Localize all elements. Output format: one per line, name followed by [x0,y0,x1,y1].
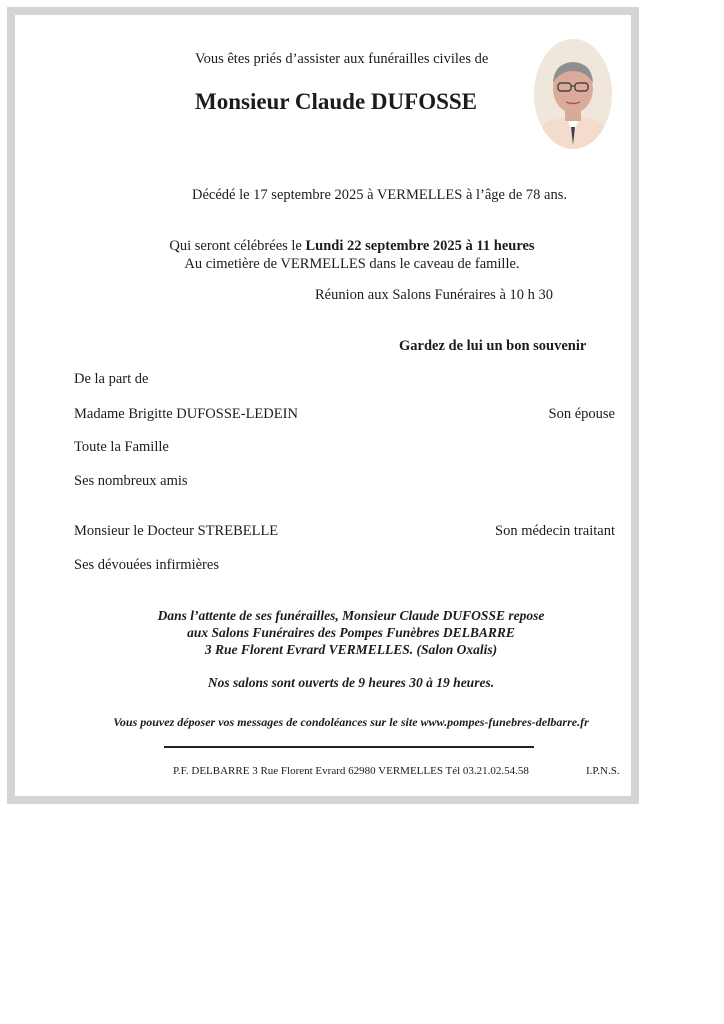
souvenir-text: Gardez de lui un bon souvenir [399,338,587,354]
reunion-time: Réunion aux Salons Funéraires à 10 h 30 [315,287,554,303]
opening-hours: Nos salons sont ouverts de 9 heures 30 à 19 heures. [207,675,495,690]
family-member-name: Toute la Famille [74,439,169,455]
family-member-relation: Son médecin traitant [495,523,615,539]
family-member-name: Ses dévouées infirmières [74,557,219,573]
ceremony-details [149,237,555,273]
footer-divider [164,746,534,748]
ceremony-place: Au cimetière de VERMELLES dans le caveau de famille. [184,256,520,272]
family-member-relation: Son épouse [548,406,615,422]
funeral-notice-card [7,7,639,804]
condolences-text: Vous pouvez déposer vos messages de condoléances sur le site www.pompes-funebres-delbarre.fr [113,715,589,729]
repose-line: 3 Rue Florent Evrard VERMELLES. (Salon Oxalis) [204,642,498,657]
ceremony-date-line [149,237,555,255]
intro-text: Vous êtes priés d’assister aux funérailles civiles de [195,51,489,67]
family-header: De la part de [74,371,149,387]
ipns-mark: I.P.N.S. [586,765,620,777]
portrait-icon [534,39,612,149]
footer-address: P.F. DELBARRE 3 Rue Florent Evrard 62980 VERMELLES Tél 03.21.02.54.58 [173,765,529,777]
ceremony-date: Lundi 22 septembre 2025 à 11 heures [305,238,535,254]
portrait-photo [534,39,612,149]
family-member-name: Monsieur le Docteur STREBELLE [74,523,279,539]
death-details: Décédé le 17 septembre 2025 à VERMELLES à l’âge de 78 ans. [192,187,568,203]
repose-line: Dans l’attente de ses funérailles, Monsieur Claude DUFOSSE repose [157,608,545,623]
family-member-name: Madame Brigitte DUFOSSE-LEDEIN [74,406,298,422]
repose-info [75,607,627,658]
deceased-name: Monsieur Claude DUFOSSE [195,89,478,114]
ceremony-prefix: Qui seront célébrées le [169,238,306,254]
family-member-name: Ses nombreux amis [74,473,188,489]
repose-line: aux Salons Funéraires des Pompes Funèbres DELBARRE [187,625,515,640]
